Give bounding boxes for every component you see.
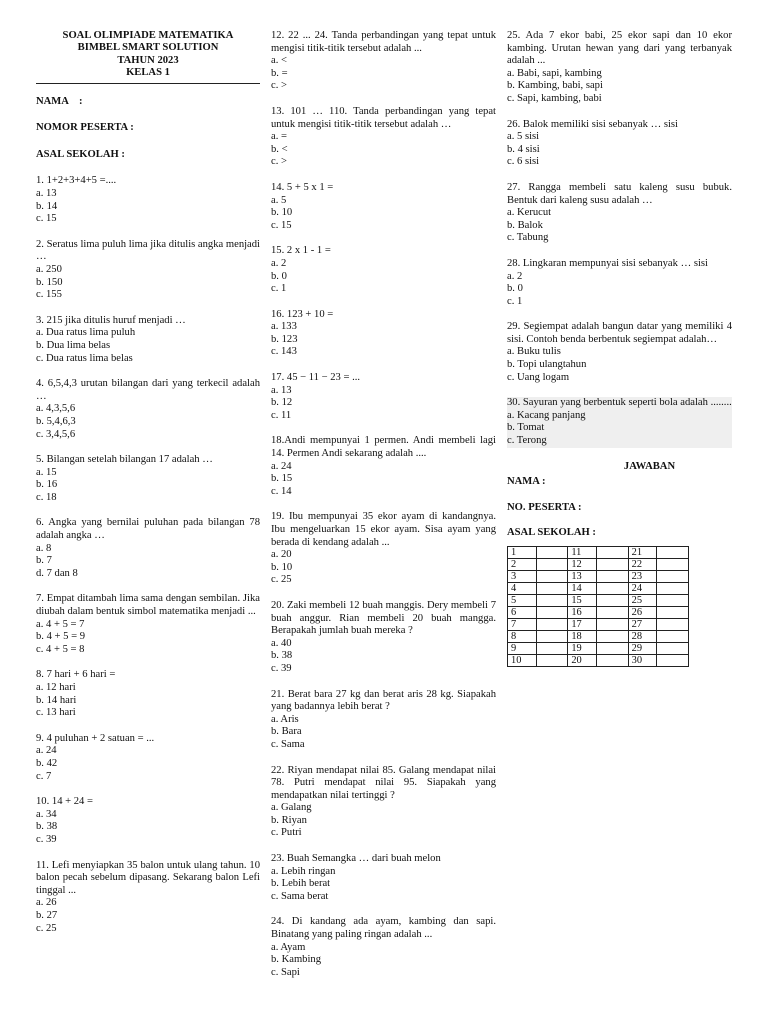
answer-blank-cell[interactable]	[597, 631, 629, 643]
answer-blank-cell[interactable]	[536, 655, 568, 667]
answer-option[interactable]: c. 1	[271, 283, 287, 295]
question-text: 10. 14 + 24 =	[36, 796, 93, 808]
answer-option[interactable]: c. 3,4,5,6	[36, 428, 76, 440]
answer-option[interactable]: b. 15	[271, 473, 293, 485]
answer-option[interactable]: c. 11	[271, 409, 292, 421]
answer-option[interactable]: a. 5	[271, 194, 287, 206]
question-21	[271, 689, 496, 752]
question-27	[507, 182, 732, 245]
answer-blank-cell[interactable]	[597, 619, 629, 631]
answer-number: 10	[508, 655, 537, 667]
answer-number: 11	[568, 547, 597, 559]
answer-number: 19	[568, 643, 597, 655]
answer-option[interactable]: c. 1	[507, 295, 523, 307]
question-text: 1. 1+2+3+4+5 =....	[36, 175, 117, 187]
answer-blank-cell[interactable]	[657, 559, 689, 571]
answer-option[interactable]: a. 4,3,5,6	[36, 403, 76, 415]
question-text: 19. Ibu mempunyai 35 ekor ayam di kandangnya. Ibu mengeluarkan 15 ekor ayam. Sisa ayam yang berada di kendang adalah ...	[271, 511, 496, 548]
answer-option[interactable]: b. Dua lima belas	[36, 339, 111, 351]
answer-row	[508, 595, 689, 607]
answer-option[interactable]: b. 42	[36, 757, 58, 769]
question-24	[271, 916, 496, 979]
answer-number: 12	[568, 559, 597, 571]
answer-option[interactable]: a. Lebih ringan	[271, 865, 336, 877]
answer-blank-cell[interactable]	[536, 631, 568, 643]
answer-number: 24	[628, 583, 657, 595]
question-text: 24. Di kandang ada ayam, kambing dan sapi. Binatang yang paling ringan adalah ...	[271, 916, 496, 941]
answer-blank-cell[interactable]	[657, 583, 689, 595]
answer-number: 6	[508, 607, 537, 619]
answer-option[interactable]: a. Buku tulis	[507, 346, 561, 358]
answer-option[interactable]: a. 2	[507, 270, 523, 282]
answer-option[interactable]: c. 15	[36, 213, 57, 225]
answer-option[interactable]: b. 16	[36, 479, 58, 491]
answer-number: 15	[568, 595, 597, 607]
name-field[interactable]: NAMA :	[36, 95, 83, 107]
question-26	[507, 119, 732, 169]
question-29	[507, 321, 732, 384]
header-year: TAHUN 2023	[117, 54, 179, 66]
answer-option[interactable]: c. 143	[271, 346, 297, 358]
answer-option[interactable]: c. 18	[36, 491, 57, 503]
answer-blank-cell[interactable]	[536, 559, 568, 571]
question-text: 11. Lefi menyiapkan 35 balon untuk ulang tahun. 10 balon pecah sebelum dipasang. Sekarang balon Lefi tinggal ...	[36, 859, 260, 896]
answer-number: 7	[508, 619, 537, 631]
answer-blank-cell[interactable]	[597, 655, 629, 667]
answer-number: 27	[628, 619, 657, 631]
answer-number: 14	[568, 583, 597, 595]
answer-blank-cell[interactable]	[657, 595, 689, 607]
question-19	[271, 511, 496, 587]
answer-number: 13	[568, 571, 597, 583]
answer-option[interactable]: c. 25	[271, 574, 292, 586]
answer-option[interactable]: c. Sama berat	[271, 890, 329, 902]
answer-row	[508, 547, 689, 559]
question-text: 22. Riyan mendapat nilai 85. Galang mendapat nilai 78. Putri mendapat nilai 95. Siapakah yang mendapatkan nilai tertinggi ?	[271, 764, 496, 801]
question-text: 3. 215 jika ditulis huruf menjadi …	[36, 314, 186, 326]
answer-blank-cell[interactable]	[597, 643, 629, 655]
answer-option[interactable]: a. 24	[271, 460, 292, 472]
column-middle	[271, 30, 496, 992]
answer-number: 16	[568, 607, 597, 619]
answer-option[interactable]: b. 14 hari	[36, 694, 77, 706]
participant-number-field[interactable]: NOMOR PESERTA :	[36, 122, 134, 134]
answer-blank-cell[interactable]	[657, 619, 689, 631]
answer-number: 3	[508, 571, 537, 583]
answer-option[interactable]: a. 13	[271, 384, 292, 396]
answer-blank-cell[interactable]	[657, 631, 689, 643]
answer-number: 18	[568, 631, 597, 643]
question-28	[507, 258, 732, 308]
question-text: 13. 101 … 110. Tanda perbandingan yang tepat untuk mengisi titik-titik tersebut adalah …	[271, 105, 496, 130]
column-left	[36, 30, 260, 948]
answer-blank-cell[interactable]	[536, 583, 568, 595]
answer-option[interactable]: b. 150	[36, 276, 63, 288]
question-25	[507, 30, 732, 106]
answer-blank-cell[interactable]	[597, 571, 629, 583]
answer-number: 28	[628, 631, 657, 643]
answer-option[interactable]: a. Kerucut	[507, 207, 552, 219]
answer-option[interactable]: c. Dua ratus lima belas	[36, 352, 133, 364]
answer-number: 20	[568, 655, 597, 667]
question-text: 20. Zaki membeli 12 buah manggis. Dery membeli 7 buah anggur. Rian membeli 20 buah mangga. Berapakah jumlah buah mereka ?	[271, 599, 496, 637]
question-text: 12. 22 ... 24. Tanda perbandingan yang tepat untuk mengisi titik-titik tersebut adalah ...	[271, 30, 496, 54]
answer-number: 1	[508, 547, 537, 559]
answer-blank-cell[interactable]	[536, 547, 568, 559]
question-6	[36, 517, 260, 580]
question-text: 9. 4 puluhan + 2 satuan = ...	[36, 732, 155, 744]
answer-blank-cell[interactable]	[597, 547, 629, 559]
answer-option[interactable]: a. Ayam	[271, 941, 306, 953]
answer-row	[508, 571, 689, 583]
answer-option[interactable]: b. Riyan	[271, 814, 307, 826]
question-17	[271, 372, 496, 422]
header-organizer: BIMBEL SMART SOLUTION	[77, 42, 219, 54]
question-20	[271, 600, 496, 676]
answer-row	[508, 643, 689, 655]
question-text: 16. 123 + 10 =	[271, 308, 334, 320]
answer-option[interactable]: b. Kambing, babi, sapi	[507, 80, 603, 92]
question-text: 8. 7 hari + 6 hari =	[36, 669, 116, 681]
answer-option[interactable]: a. 24	[36, 745, 57, 757]
answer-number: 30	[628, 655, 657, 667]
questions-col-3	[507, 30, 732, 448]
question-30	[507, 397, 732, 447]
answer-table	[507, 546, 689, 667]
answer-option[interactable]: b. 4 sisi	[507, 143, 540, 155]
answer-option[interactable]: a. 20	[271, 549, 292, 561]
question-text: 5. Bilangan setelah bilangan 17 adalah …	[36, 454, 213, 466]
answer-blank-cell[interactable]	[597, 559, 629, 571]
answer-blank-cell[interactable]	[657, 571, 689, 583]
answer-option[interactable]: a. <	[271, 55, 287, 67]
question-10	[36, 796, 260, 846]
answer-option[interactable]: b. 0	[271, 270, 287, 282]
question-2	[36, 239, 260, 302]
answer-row	[508, 655, 689, 667]
question-8	[36, 669, 260, 719]
answer-number: 26	[628, 607, 657, 619]
question-text: 30. Sayuran yang berbentuk seperti bola adalah ........	[507, 397, 732, 409]
answer-option[interactable]: c. 6 sisi	[507, 156, 540, 168]
answer-blank-cell[interactable]	[597, 595, 629, 607]
answer-option[interactable]: b. 123	[271, 333, 298, 345]
answer-option[interactable]: a. 40	[271, 637, 292, 649]
header-divider	[36, 83, 260, 84]
answer-option[interactable]: c. 25	[36, 922, 57, 934]
question-15	[271, 245, 496, 295]
question-text: 29. Segiempat adalah bangun datar yang memiliki 4 sisi. Contoh benda berbentuk segiempat adalah…	[507, 321, 732, 345]
question-text: 21. Berat bara 27 kg dan berat aris 28 kg. Siapakah yang badannya lebih berat ?	[271, 688, 496, 713]
answer-option[interactable]: a. 250	[36, 263, 62, 275]
answer-blank-cell[interactable]	[657, 643, 689, 655]
answer-option[interactable]: b. Kambing	[271, 954, 322, 966]
answer-option[interactable]: c. 4 + 5 = 8	[36, 643, 85, 655]
answer-row	[508, 583, 689, 595]
answer-blank-cell[interactable]	[657, 547, 689, 559]
question-11	[36, 860, 260, 936]
answer-number: 4	[508, 583, 537, 595]
answer-option[interactable]: c. 13 hari	[36, 707, 76, 719]
answer-sheet-title: JAWABAN	[623, 460, 676, 472]
answer-option[interactable]: b. 0	[507, 283, 523, 295]
answer-option[interactable]: b. <	[271, 143, 288, 155]
question-9	[36, 733, 260, 783]
answer-option[interactable]: a. 26	[36, 897, 57, 909]
answer-number: 2	[508, 559, 537, 571]
answer-option[interactable]: a. 13	[36, 188, 57, 199]
exam-header	[36, 30, 260, 80]
answer-number: 29	[628, 643, 657, 655]
answer-option[interactable]: b. 5,4,6,3	[36, 415, 76, 427]
answer-option[interactable]: a. 15	[36, 466, 57, 478]
answer-blank-cell[interactable]	[536, 595, 568, 607]
answer-option[interactable]: b. Bara	[271, 726, 302, 738]
question-text: 6. Angka yang bernilai puluhan pada bilangan 78 adalah angka …	[36, 517, 260, 542]
answer-number: 5	[508, 595, 537, 607]
question-text: 25. Ada 7 ekor babi, 25 ekor sapi dan 10 ekor kambing. Urutan hewan yang dari yang terbanyak adalah ...	[507, 30, 732, 67]
answer-option[interactable]: c. 7	[36, 770, 52, 782]
answer-number: 8	[508, 631, 537, 643]
answer-number: 22	[628, 559, 657, 571]
answer-option[interactable]: b. 7	[36, 555, 52, 567]
answer-option[interactable]: b. 10	[271, 207, 293, 219]
answer-option[interactable]: b. 38	[271, 650, 293, 662]
question-5	[36, 454, 260, 504]
answer-option[interactable]: c. >	[271, 156, 287, 168]
answer-blank-cell[interactable]	[536, 607, 568, 619]
answer-option[interactable]: b. =	[271, 67, 288, 79]
answer-option[interactable]: c. 39	[36, 833, 57, 845]
answer-option[interactable]: a. Babi, sapi, kambing	[507, 67, 602, 79]
answer-option[interactable]: a. 2	[271, 257, 287, 269]
header-title: SOAL OLIMPIADE MATEMATIKA	[62, 30, 234, 41]
answer-number: 21	[628, 547, 657, 559]
header-class: KELAS 1	[126, 67, 170, 79]
question-14	[271, 182, 496, 232]
question-1	[36, 175, 260, 225]
school-field[interactable]: ASAL SEKOLAH :	[36, 148, 125, 160]
answer-blank-cell[interactable]	[536, 571, 568, 583]
answer-row	[508, 631, 689, 643]
question-3	[36, 315, 260, 365]
question-text: 17. 45 − 11 − 23 = ...	[271, 372, 361, 384]
answer-option[interactable]: b. Lebih berat	[271, 878, 331, 890]
question-18	[271, 435, 496, 498]
answer-option[interactable]: a. =	[271, 131, 287, 143]
answer-option[interactable]: b. 12	[271, 397, 293, 409]
answer-option[interactable]: a. 4 + 5 = 7	[36, 618, 85, 630]
answer-option[interactable]: b. 14	[36, 200, 58, 212]
question-text: 27. Rangga membeli satu kaleng susu bubuk. Bentuk dari kaleng susu adalah …	[507, 181, 732, 206]
question-22	[271, 765, 496, 841]
answer-option[interactable]: b. 4 + 5 = 9	[36, 631, 86, 643]
answer-option[interactable]: a. Dua ratus lima puluh	[36, 327, 136, 339]
column-right	[507, 30, 732, 667]
answer-row	[508, 607, 689, 619]
answer-option[interactable]: a. Aris	[271, 713, 299, 725]
answer-option[interactable]: a. Galang	[271, 802, 312, 814]
answer-option[interactable]: b. 38	[36, 821, 58, 833]
answer-option[interactable]: c. 15	[271, 219, 292, 231]
answer-row	[508, 559, 689, 571]
answer-blank-cell[interactable]	[657, 607, 689, 619]
question-text: 15. 2 x 1 - 1 =	[271, 245, 331, 257]
answer-option[interactable]: a. 8	[36, 542, 52, 554]
answer-number: 9	[508, 643, 537, 655]
answer-option[interactable]: b. Tomat	[507, 422, 545, 434]
answer-option[interactable]: b. 27	[36, 909, 58, 921]
answer-option[interactable]: b. Balok	[507, 219, 543, 231]
answer-option[interactable]: c. Sapi, kambing, babi	[507, 92, 602, 104]
answer-option[interactable]: c. Tabung	[507, 232, 549, 244]
question-text: 23. Buah Semangka … dari buah melon	[271, 853, 441, 865]
answer-blank-cell[interactable]	[657, 655, 689, 667]
question-4	[36, 378, 260, 441]
questions-col-1	[36, 175, 260, 935]
answer-option[interactable]: a. 133	[271, 321, 297, 333]
answer-sheet	[507, 461, 732, 667]
question-13	[271, 106, 496, 169]
answer-school-field[interactable]: ASAL SEKOLAH :	[507, 527, 596, 539]
question-7	[36, 593, 260, 656]
answer-option[interactable]: c. 155	[36, 289, 62, 301]
answer-blank-cell[interactable]	[536, 619, 568, 631]
answer-option[interactable]: c. 14	[271, 485, 292, 497]
answer-option[interactable]: a. 34	[36, 808, 57, 820]
question-text: 26. Balok memiliki sisi sebanyak … sisi	[507, 118, 678, 130]
answer-number: 17	[568, 619, 597, 631]
answer-option[interactable]: b. Topi ulangtahun	[507, 359, 587, 371]
answer-option[interactable]: c. Terong	[507, 435, 547, 447]
questions-col-2	[271, 30, 496, 979]
question-16	[271, 309, 496, 359]
question-text: 28. Lingkaran mempunyai sisi sebanyak … sisi	[507, 257, 708, 269]
answer-option[interactable]: c. Sapi	[271, 966, 300, 978]
answer-number: 23	[628, 571, 657, 583]
answer-blank-cell[interactable]	[597, 607, 629, 619]
answer-option[interactable]: c. Uang logam	[507, 371, 570, 383]
answer-participant-field[interactable]: NO. PESERTA :	[507, 501, 582, 513]
answer-option[interactable]: a. Kacang panjang	[507, 409, 586, 421]
answer-option[interactable]: c. Sama	[271, 738, 305, 750]
answer-number: 25	[628, 595, 657, 607]
question-23	[271, 853, 496, 903]
answer-option[interactable]: d. 7 dan 8	[36, 567, 78, 579]
answer-option[interactable]: a. 5 sisi	[507, 131, 540, 143]
answer-option[interactable]: c. 39	[271, 662, 292, 674]
question-text: 7. Empat ditambah lima sama dengan sembilan. Jika diubah dalam bentuk simbol matematika menjadi ...	[36, 593, 260, 618]
answer-row	[508, 619, 689, 631]
question-12	[271, 30, 496, 93]
answer-blank-cell[interactable]	[597, 583, 629, 595]
question-text: 14. 5 + 5 x 1 =	[271, 181, 334, 193]
answer-blank-cell[interactable]	[536, 643, 568, 655]
answer-option[interactable]: a. 12 hari	[36, 682, 76, 693]
question-text: 2. Seratus lima puluh lima jika ditulis angka menjadi …	[36, 238, 260, 263]
question-text: 4. 6,5,4,3 urutan bilangan dari yang terkecil adalah …	[36, 378, 260, 402]
question-text: 18.Andi mempunyai 1 permen. Andi membeli lagi 14. Permen Andi sekarang adalah ....	[271, 435, 496, 460]
answer-option[interactable]: b. 10	[271, 561, 293, 573]
answer-option[interactable]: c. Putri	[271, 827, 302, 839]
answer-option[interactable]: c. >	[271, 80, 287, 92]
answer-name-field[interactable]: NAMA :	[507, 476, 546, 488]
